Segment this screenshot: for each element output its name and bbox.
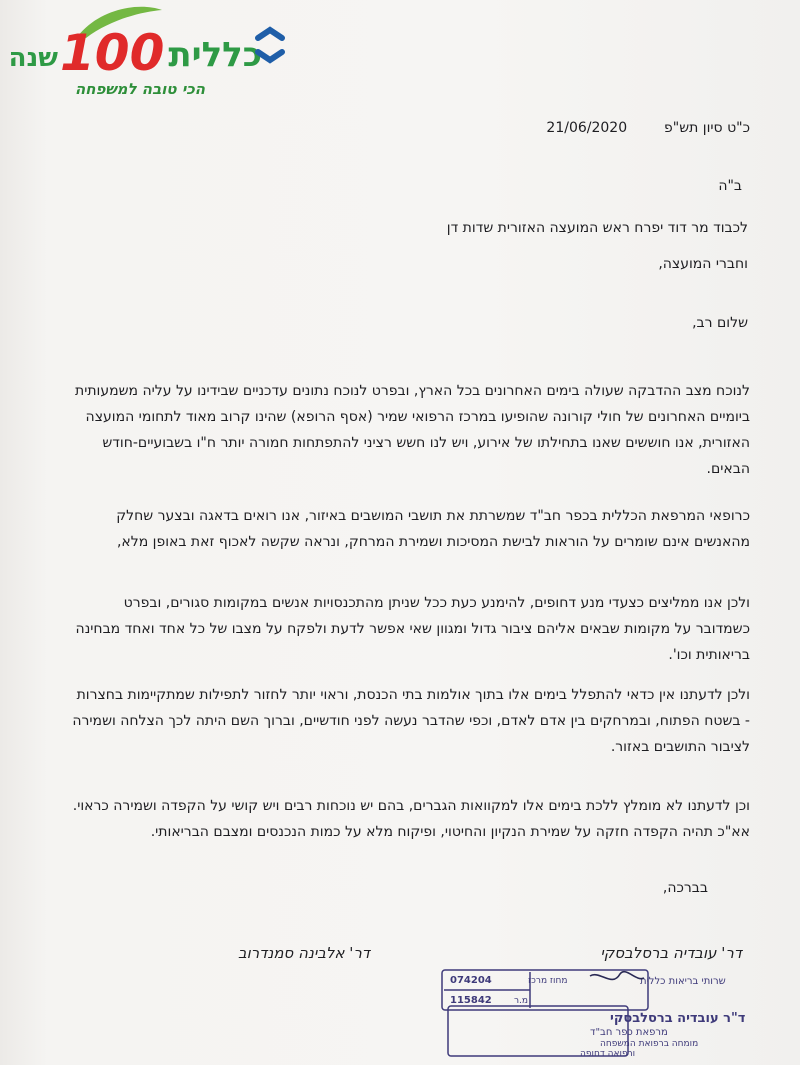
paragraph-line: האזורית, אנו חוששים שאנו בתחילתו של אירוע, ויש לנו חשש רציני להתפתחות חמורה יותר ח"ו בשבועיים-חודש [102, 435, 750, 451]
logo-brand: כללית [168, 35, 262, 75]
stamp-doctor-name: ד"ר עובדיה ברסלבסקי [610, 1011, 746, 1026]
stamp-specialty: מומחה ברפואת המשפחה [600, 1039, 699, 1049]
signature-right: דר' עובדיה ברסלבסקי [600, 944, 742, 962]
stamp-district-label: מחוז מרכז [528, 976, 568, 986]
logo-years: שנה [8, 43, 58, 73]
paragraph-4 [72, 682, 750, 760]
date-gregorian: 21/06/2020 [546, 120, 628, 136]
stamp-code-1: 074204 [450, 975, 492, 986]
paragraph-line: מהאנשים אינם שומרים על הוראות לבישת המסיכות ושמירת המרחק, ונראה שקשה לאכוף זאת באופן מלא, [116, 534, 750, 550]
handwritten-signature [590, 972, 644, 980]
paragraph-line: אא"כ תהיה הקפדה חזקה על שמירת הנקיון והחיטוי, ופיקוח מלא על כמות הנכנסים ומצבם הבריאותי. [150, 824, 750, 840]
paragraph-line: בריאותית וכו'. [668, 647, 750, 663]
stamp-specialty-2: ורפואה דחופה [580, 1049, 636, 1059]
paragraph-line: כשמדובר על מקומות שבאים אליהם ציבור גדול ומגוון שאי אפשר לדעת ולפקח על מצבו של כל אחד ואחד מבחינה [75, 621, 750, 637]
paragraph-1 [75, 378, 750, 482]
paragraph-line: לציבור התושבים באזור. [610, 739, 750, 755]
logo-graphic [0, 0, 300, 105]
recipient-line: לכבוד מר דוד יפרח ראש המועצה האזורית שדות דן [446, 220, 748, 236]
signature-left: דר' אלבינה סמנדרוב [237, 944, 370, 962]
paragraph-line: ביומיים האחרונים של חולי קורונה שהופיעו במרכז הרפואי שמיר (אסף הרופא) שהינו קרוב מאוד לתחומי המועצה [85, 409, 750, 425]
date-line [546, 118, 750, 138]
logo-number: 100 [60, 24, 165, 82]
greeting: שלום רב, [692, 315, 748, 331]
stamp-clinic: מרפאת כפר חב"ד [590, 1027, 668, 1038]
paragraph-line: ולכן לדעתנו אין כדאי להתפלל בימים אלו בתוך אולמות בתי הכנסת, וראוי יותר לחזור לתפילות שמתקיימות בחצרות [76, 687, 750, 703]
stamp-code-2-label: מ.ר [513, 996, 528, 1006]
paragraph-2 [116, 503, 750, 555]
clalit-logo [0, 0, 300, 105]
paragraph-line: לנוכח מצב ההדבקה שעולה בימים האחרונים בכל הארץ, ובפרט לנוכח נתונים עדכניים שבידינו על עליה משמעותית [75, 383, 750, 399]
bh-mark: ב"ה [718, 178, 742, 194]
logo-tagline: הכי טובה למשפחה [74, 80, 206, 98]
doctor-stamp [440, 968, 746, 1060]
paragraph-line: ולכן אנו ממליצים כצעדי מנע דחופים, להימנע כעת ככל שניתן מהתכנסויות אנשים במקומות סגורים, ובפרט [123, 595, 750, 611]
paragraph-line: כרופאי המרפאת הכללית בכפר חב"ד שמשרתת את תושבי המושבים באיזור, אנו רואים בדאגה ובצער שחלק [116, 508, 750, 524]
paragraph-5 [73, 793, 750, 845]
stamp-code-2: 115842 [450, 995, 492, 1006]
paragraph-3 [76, 590, 750, 668]
date-hebrew: כ"ט סיון תש"פ [664, 120, 750, 136]
stamp-graphic [440, 968, 746, 1060]
paragraph-line: - בשטח הפתוח, ובמרחקים בין אדם לאדם, וכפי שהדבר נעשה לפני חודשיים, וברוך השם היתה לכך הצלחה ושמירה [72, 713, 750, 729]
recipient-members: וחברי המועצה, [658, 256, 748, 272]
paragraph-line: וכן לדעתנו לא מומלץ ללכת בימים אלו למקוואות הגברים, בהם יש נוכחות רבים ויש קושי על הקפדה ושמירה כראוי. [72, 798, 750, 814]
paragraph-line: הבאים. [706, 461, 750, 477]
closing: בברכה, [662, 880, 708, 896]
stamp-org: שרותי בריאות כללית [640, 976, 726, 987]
